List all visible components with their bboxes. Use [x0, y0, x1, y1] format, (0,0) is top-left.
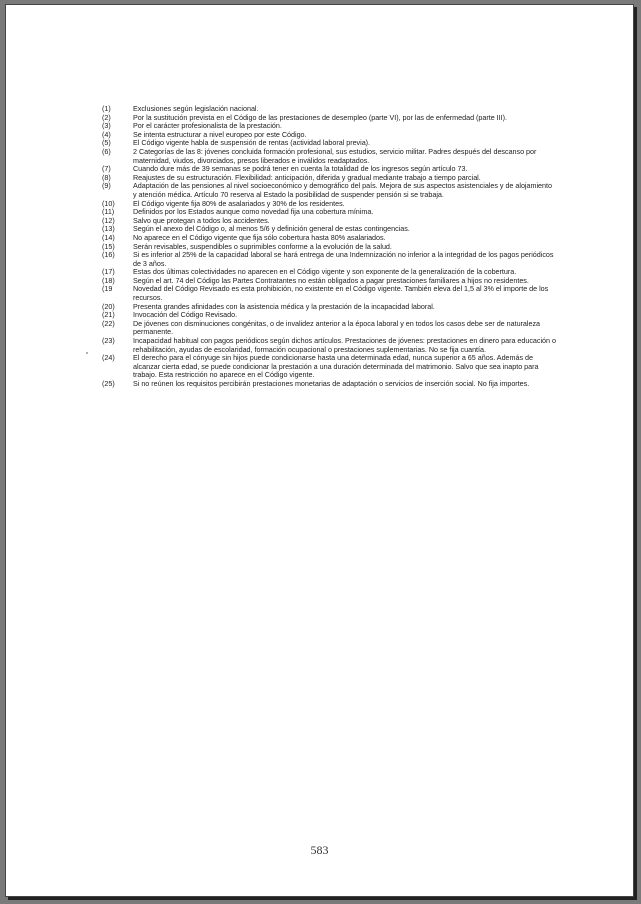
footnote-item [102, 285, 556, 302]
footnote-number: (7) [102, 164, 111, 174]
footnote-text: Invocación del Código Revisado. [133, 310, 238, 320]
footnote-item [102, 320, 556, 337]
footnote-text: Estas dos últimas colectividades no aparecen en el Código vigente y son exponente de la generalización de la cobertura. [133, 267, 517, 277]
page-number: 583 [310, 843, 329, 857]
footnote-text: Por el carácter profesionalista de la prestación. [133, 121, 282, 131]
footnote-number: (14) [102, 232, 115, 242]
footnote-number: (16) [102, 250, 115, 260]
footnote-text: Adaptación de las pensiones al nivel socioeconómico y demográfico del país. Mejora de sus aspectos asistenciales y de alojamiento y atención médica. Artículo 70 reserva al Estado la posibilidad de suspender pensión si se trabaja. [133, 181, 552, 199]
footnote-number: (18) [102, 275, 115, 285]
footnote-number: (17) [102, 267, 115, 277]
footnotes-list [102, 105, 556, 389]
footnote-text: Según el anexo del Código o, al menos 5/6 y definición general de estas contingencias. [133, 224, 410, 234]
footnote-number: (2) [102, 112, 111, 122]
footnote-number: (21) [102, 310, 115, 320]
footnote-text: Incapacidad habitual con pagos periódicos según dichos artículos. Prestaciones de jóvenes: prestaciones en dinero para educación o rehabilitación, ayudas de escolaridad, formación ocupacional o prestaciones suplementarias. No se fija cuantía. [133, 336, 556, 354]
footnote-number: (10) [102, 198, 115, 208]
footnote-text: Serán revisables, suspendibles o suprimibles conforme a la evolución de la salud. [133, 241, 392, 251]
footnote-number: (22) [102, 318, 115, 328]
footnote-number: (5) [102, 138, 111, 148]
footnote-text: Novedad del Código Revisado es esta prohibición, no existente en el Código vigente. También eleva del 1,5 al 3% el importe de los recursos. [133, 284, 549, 303]
footnote-text: El Código vigente fija 80% de asalariados y 30% de los residentes. [133, 198, 345, 208]
footnote-number: (25) [102, 379, 115, 388]
footnote-number: (4) [102, 129, 111, 139]
footnote-number: (8) [102, 172, 111, 182]
footnote-text: Por la sustitución prevista en el Código de las prestaciones de desempleo (parte VI), por las de enfermedad (parte III). [133, 112, 507, 122]
footnote-text: Según el art. 74 del Código las Partes Contratantes no están obligados a pagar prestaciones familiares a hijos no residentes. [133, 275, 529, 285]
footnote-item [102, 182, 556, 199]
footnote-text: De jóvenes con disminuciones congénitas, o de invalidez anterior a la época laboral y en todos los casos debe ser de naturaleza permanente. [133, 318, 541, 337]
footnote-number: (15) [102, 241, 115, 251]
footnote-text: Cuando dure más de 39 semanas se podrá tener en cuenta la totalidad de los ingresos según artículo 73. [133, 164, 468, 174]
footnote-number: (12) [102, 215, 115, 225]
footnote-number: (9) [102, 181, 111, 191]
footnote-text: No aparece en el Código vigente que fija sólo cobertura hasta 80% asalariados. [133, 232, 386, 242]
footnote-item [102, 354, 556, 380]
footnote-number: (6) [102, 146, 111, 156]
footnote-text: 2 Categorías de las 8: jóvenes concluida formación profesional, sus estudios, servicio militar. Padres después del descanso por maternidad, viudos, divorciados, presos liberados e inválidos readaptados. [133, 146, 537, 165]
footnote-number: (20) [102, 301, 115, 311]
footnote-text: El derecho para el cónyuge sin hijos puede condicionarse hasta una determinada edad, nunca superior a 65 años. Además de alcanzar cierta edad, se puede condicionar la prestación a una duración determinada del matrimonio. Salvo que sea inapto para trabajo. Esta restricción no aparece en el Código vigente. [133, 353, 539, 380]
footnote-text: Si no reúnen los requisitos percibirán prestaciones monetarias de adaptación o servicios de inserción social. No fija importes. [133, 379, 530, 388]
footnote-number: (24) [102, 353, 115, 363]
footnote-item [102, 251, 556, 268]
footnote-text: Si es inferior al 25% de la capacidad laboral se hará entrega de una Indemnización no inferior a la integridad de los pagos periódicos de 3 años. [133, 250, 554, 268]
footnote-text: El Código vigente habla de suspensión de rentas (actividad laboral previa). [133, 138, 371, 148]
footnote-number: (3) [102, 121, 111, 131]
footnote-number: (1) [102, 104, 111, 113]
footnote-number: (11) [102, 207, 115, 217]
scan-speck [86, 352, 88, 354]
footnote-text: Definidos por los Estados aunque como novedad fija una cobertura mínima. [133, 207, 374, 217]
footnote-item [102, 337, 556, 354]
footnote-number: (23) [102, 336, 115, 346]
footnote-text: Salvo que protegan a todos los accidentes. [133, 215, 270, 225]
footnote-text: Se intenta estructurar a nivel europeo por este Código. [133, 129, 307, 139]
footnote-item [102, 148, 556, 165]
footnote-number: (13) [102, 224, 115, 234]
footnote-number: (19 [102, 284, 113, 294]
footnote-text: Reajustes de su estructuración. Flexibilidad: anticipación, diferida y gradual mediante trabajo a tiempo parcial. [133, 172, 481, 182]
footnote-text: Exclusiones según legislación nacional. [133, 104, 259, 113]
footnote-item [102, 380, 556, 389]
document-page [5, 4, 634, 897]
footnote-text: Presenta grandes afinidades con la asistencia médica y la prestación de la incapacidad laboral. [133, 301, 435, 311]
